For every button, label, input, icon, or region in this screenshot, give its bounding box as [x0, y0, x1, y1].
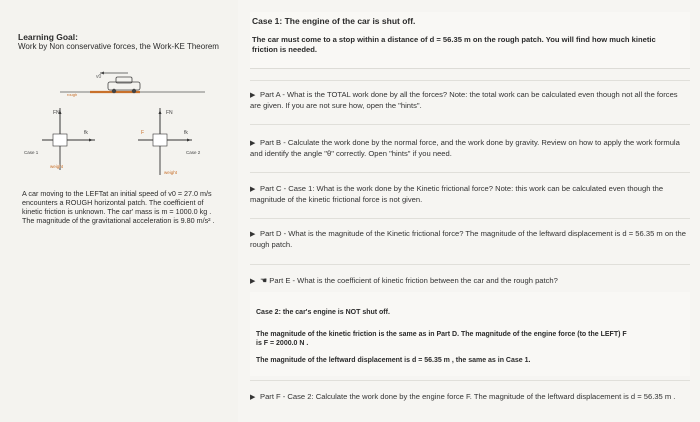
- divider: [250, 80, 690, 81]
- case2-line2: The magnitude of the leftward displacement is d = 56.35 m , the same as in Case 1.: [256, 357, 531, 364]
- hand-cursor-icon: ☚: [260, 276, 268, 285]
- part-c-text: Part C - Case 1: What is the work done by the Kinetic frictional force? Note: this work can be calculated even though the magnitude of the kinetic frictional force is not given.: [250, 184, 664, 204]
- part-d[interactable]: [250, 229, 690, 250]
- rough-label: rough: [67, 92, 78, 97]
- goal-text: Work by Non conservative forces, the Work-KE Theorem: [18, 42, 219, 51]
- expand-arrow-icon[interactable]: ▶: [250, 231, 256, 238]
- case1-fbd: [24, 108, 95, 170]
- goal-title: Learning Goal:: [18, 32, 78, 42]
- part-b-text: Part B - Calculate the work done by the normal force, and the work done by gravity. Review on how to apply the work formula and identify the angle "θ" correctly. Open "hints" if you need.: [250, 138, 680, 158]
- problem-statement: A car moving to the LEFTat an initial speed of v0 = 27.0 m/s encounters a ROUGH horizontal patch. The coefficient of kinetic friction is unknown. The car' mass is m = 1000.0 kg . The magnitude of the gravitational acceleration is 9.80 m/s² .: [22, 189, 215, 225]
- expand-arrow-icon[interactable]: ▶: [250, 92, 256, 99]
- weight-label-2: weight: [164, 170, 178, 175]
- expand-arrow-icon[interactable]: ▶: [250, 394, 256, 401]
- part-f-text: Part F - Case 2: Calculate the work done by the engine force F. The magnitude of the leftward displacement is d = 56.35 m .: [260, 392, 676, 401]
- weight-label-1: weight: [50, 164, 64, 169]
- case2-label: Case 2: [186, 150, 201, 155]
- free-body-diagram: [20, 70, 220, 188]
- part-d-text: Part D - What is the magnitude of the Kinetic frictional force? The magnitude of the leftward displacement is d = 56.35 m on the rough patch.: [250, 229, 686, 249]
- case2-line1: The magnitude of the kinetic friction is the same as in Part D. The magnitude of the engine force (to the LEFT) F: [256, 331, 627, 338]
- fn-label-1: FN: [53, 110, 60, 116]
- fk-label-2: fk: [184, 130, 188, 136]
- part-b[interactable]: [250, 138, 690, 159]
- case1-title: Case 1: The engine of the car is shut off.: [252, 16, 416, 26]
- v-label: v0: [96, 74, 102, 80]
- case1-card: [250, 12, 690, 69]
- divider: [250, 264, 690, 265]
- part-f[interactable]: [250, 392, 690, 403]
- part-e-text: Part E - What is the coefficient of kinetic friction between the car and the rough patch?: [269, 276, 558, 285]
- fk-label-1: fk: [84, 130, 88, 136]
- expand-arrow-icon[interactable]: ▶: [250, 278, 256, 285]
- case1-label: Case 1: [24, 150, 39, 155]
- divider: [250, 172, 690, 173]
- learning-goal-panel: [0, 0, 238, 422]
- divider: [250, 124, 690, 125]
- case2-line1b: is F = 2000.0 N .: [256, 340, 309, 347]
- f-label: F: [141, 130, 145, 136]
- part-c[interactable]: [250, 184, 690, 205]
- case1-text: The car must come to a stop within a distance of d = 56.35 m on the rough patch. You will find how much kinetic friction is needed.: [252, 35, 656, 54]
- part-a-text: Part A - What is the TOTAL work done by all the forces? Note: the total work can be calculated even though not all the forces are given. If you are not sure how, open the "hints".: [250, 90, 678, 110]
- case2-title: Case 2: the car's engine is NOT shut off.: [256, 309, 390, 316]
- car-icon: [108, 77, 140, 93]
- part-a[interactable]: [250, 90, 690, 111]
- fn-label-2: FN: [166, 110, 173, 116]
- part-e[interactable]: [250, 276, 690, 287]
- case2-fbd: [138, 108, 201, 175]
- divider: [250, 380, 690, 381]
- divider: [250, 218, 690, 219]
- expand-arrow-icon[interactable]: ▶: [250, 186, 256, 193]
- expand-arrow-icon[interactable]: ▶: [250, 140, 256, 147]
- case2-card: [250, 292, 690, 376]
